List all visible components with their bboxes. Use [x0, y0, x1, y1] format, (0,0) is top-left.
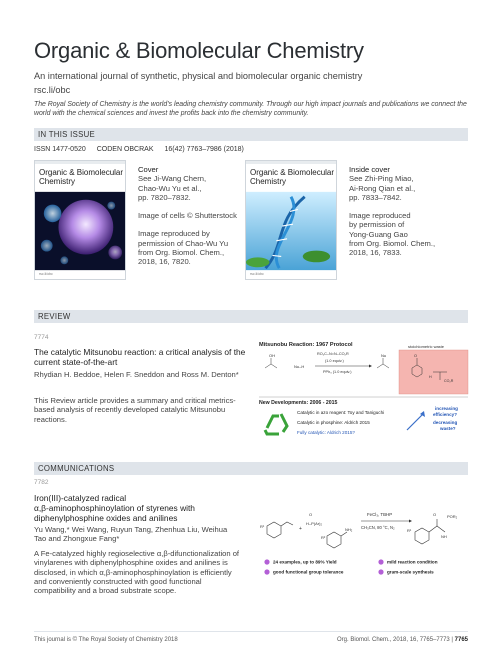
- journal-title: Organic & Biomolecular Chemistry: [34, 38, 364, 63]
- comm-bullet-2: good functional group tolerance: [273, 569, 344, 575]
- front-cover-authors: See Ji-Wang Chern,: [138, 174, 207, 184]
- comm-bullet-1: 24 examples, up to 89% Yield: [273, 559, 337, 565]
- inside-cover-label: Inside cover: [349, 165, 390, 174]
- dna-illustration-icon: [246, 191, 336, 271]
- comm-abstract: A Fe-catalyzed highly regioselective α,β-difunctionalization of vinylarenes with diphenylphosphine oxides and anilines is disclosed, in which α,β-aminophosphinoylation is efficiently and conveniently constructed with good functional compatibility and a broad substrate scope.: [34, 549, 240, 596]
- rsc-statement: The Royal Society of Chemistry is the world's leading chemistry community. Through our high impact journals and publications we connect the world with the chemical sciences and invest the profits back into the chemistry community.: [34, 101, 467, 117]
- svg-text:Nu: Nu: [381, 353, 387, 358]
- svg-text:O: O: [433, 512, 437, 517]
- front-cover-credit: Image of cells © Shutterstock: [138, 211, 237, 221]
- journal-url[interactable]: rsc.li/obc: [34, 85, 71, 95]
- inside-cover-credit-4: from Org. Biomol. Chem.,: [349, 239, 436, 249]
- svg-text:O: O: [309, 512, 313, 517]
- scheme-reagent-2: PPh₃ (1.0 equiv.): [323, 370, 352, 374]
- svg-text:R¹: R¹: [407, 528, 412, 533]
- bullet-icon: [264, 569, 269, 574]
- inside-cover-caption: [349, 165, 449, 258]
- scheme-dev-3: Fully catalytic: Aldrich 2015?: [297, 430, 355, 435]
- svg-text:Nu–H: Nu–H: [294, 364, 305, 369]
- front-cover-image[interactable]: Organic & Biomolecular Chemistry rsc.li/obc: [34, 160, 126, 280]
- inside-cover-image[interactable]: Organic & Biomolecular Chemistry rsc.li/obc: [245, 160, 337, 280]
- comm-title-line-1: Iron(III)-catalyzed radical: [34, 493, 127, 503]
- scheme-q3: decreasing: [433, 420, 458, 425]
- recycle-icon: [265, 414, 287, 434]
- volume: 16(42) 7763–7986 (2018): [164, 146, 244, 153]
- comm-title-line-2: α,β-aminophosphinoylation of styrenes with: [34, 503, 195, 513]
- review-graphical-abstract: [257, 338, 470, 450]
- svg-text:CO₂R: CO₂R: [444, 379, 454, 383]
- front-cover-credit-4: from Org. Biomol. Chem.,: [138, 248, 225, 258]
- svg-text:R¹: R¹: [260, 524, 265, 529]
- inside-cover-journal-title: Organic & Biomolecular Chemistry: [250, 168, 335, 186]
- comm-authors: Yu Wang,* Wei Wang, Ruyun Tang, Zhenhua Liu, Weihua Tao and Zhongxue Fang*: [34, 525, 228, 544]
- comm-title[interactable]: [34, 493, 244, 523]
- inside-cover-credit-3: Yong-Guang Gao: [349, 229, 408, 239]
- footer-page-number: 7765: [454, 637, 468, 643]
- review-title[interactable]: The catalytic Mitsunobu reaction: a critical analysis of the current state-of-the-art: [34, 347, 246, 367]
- inside-cover-credit-2: by permission of: [349, 220, 405, 230]
- front-cover-credit-3: permission of Chao-Wu Yu: [138, 238, 229, 248]
- scheme-dev-1: Catalytic in azo reagent: Toy and Taniguchi: [297, 410, 385, 415]
- svg-text:RO₂C–N=N–CO₂R: RO₂C–N=N–CO₂R: [317, 352, 349, 356]
- svg-text:+: +: [299, 526, 302, 532]
- svg-text:POR₂: POR₂: [447, 514, 458, 519]
- footer-divider: [34, 631, 468, 632]
- scheme-new-dev-label: New Developments: 2006 - 2015: [259, 400, 338, 406]
- cells-illustration-icon: [35, 191, 125, 271]
- scheme-q2: efficiency?: [433, 412, 457, 417]
- front-cover-pages[interactable]: pp. 7820–7832.: [138, 192, 191, 202]
- comm-bullet-3: mild reaction condition: [387, 559, 438, 565]
- front-cover-caption: [138, 165, 238, 267]
- scheme-dev-2: Catalytic in phosphine: Aldrich 2015: [297, 420, 370, 425]
- bullet-icon: [378, 569, 383, 574]
- bullet-icon: [378, 559, 383, 564]
- svg-text:NH: NH: [441, 534, 447, 539]
- scheme-q1: increasing: [435, 406, 458, 411]
- svg-text:O: O: [414, 354, 417, 358]
- scheme-protocol-label: Mitsunobu Reaction: 1967 Protocol: [259, 342, 353, 348]
- inside-cover-authors-2: Ai-Rong Qian et al.,: [349, 183, 416, 193]
- scheme-q4: waste?: [440, 426, 456, 431]
- svg-text:NH₂: NH₂: [345, 527, 353, 532]
- section-in-this-issue: IN THIS ISSUE: [34, 128, 468, 141]
- front-cover-label: Cover: [138, 165, 159, 174]
- comm-graphical-abstract: [257, 492, 470, 586]
- scheme-waste-label: stoichiometric waste: [408, 344, 445, 349]
- front-cover-credit-2: Image reproduced by: [138, 229, 210, 239]
- coden: CODEN OBCRAK: [96, 146, 154, 153]
- comm-condition-1: FeCl₃, TBHP: [367, 512, 393, 517]
- comm-condition-2: CH₃CN, 80 °C, N₂: [361, 525, 395, 530]
- review-abstract: This Review article provides a summary and critical metrics-based analysis of recently developed catalytic Mitsunobu reactions.: [34, 396, 236, 424]
- svg-text:R²: R²: [321, 535, 326, 540]
- front-cover-credit-5: 2018, 16, 7820.: [138, 257, 191, 267]
- comm-page-number[interactable]: 7782: [34, 479, 49, 486]
- bullet-icon: [264, 559, 269, 564]
- cover-journal-title: Organic & Biomolecular Chemistry: [39, 168, 124, 186]
- front-cover-authors-2: Chao-Wu Yu et al.,: [138, 183, 202, 193]
- issn: ISSN 1477-0520: [34, 146, 86, 153]
- footer-citation-text: Org. Biomol. Chem., 2018, 16, 7765–7773 |: [337, 637, 453, 643]
- review-page-number[interactable]: 7774: [34, 334, 49, 341]
- svg-text:OH: OH: [269, 353, 275, 358]
- review-authors: Rhydian H. Beddoe, Helen F. Sneddon and Ross M. Denton*: [34, 370, 239, 379]
- inside-cover-credit: Image reproduced: [349, 211, 411, 221]
- inside-cover-authors: See Zhi-Ping Miao,: [349, 174, 414, 184]
- svg-text:H: H: [429, 375, 432, 379]
- inside-cover-credit-5: 2018, 16, 7833.: [349, 248, 402, 258]
- issue-meta: [34, 146, 253, 153]
- svg-text:H–P(Ar)₂: H–P(Ar)₂: [306, 521, 322, 526]
- section-review: REVIEW: [34, 310, 468, 323]
- section-communications: COMMUNICATIONS: [34, 462, 468, 475]
- inside-cover-pages[interactable]: pp. 7833–7842.: [349, 192, 402, 202]
- scheme-reagent-1: (1.0 equiv.): [325, 359, 344, 363]
- footer-citation: [330, 637, 468, 643]
- comm-bullet-4: gram-scale synthesis: [387, 569, 434, 575]
- journal-subtitle: An international journal of synthetic, physical and biomolecular organic chemistry: [34, 71, 363, 81]
- footer-copyright: This journal is © The Royal Society of Chemistry 2018: [34, 637, 178, 643]
- comm-title-line-3: diphenylphosphine oxides and anilines: [34, 513, 178, 523]
